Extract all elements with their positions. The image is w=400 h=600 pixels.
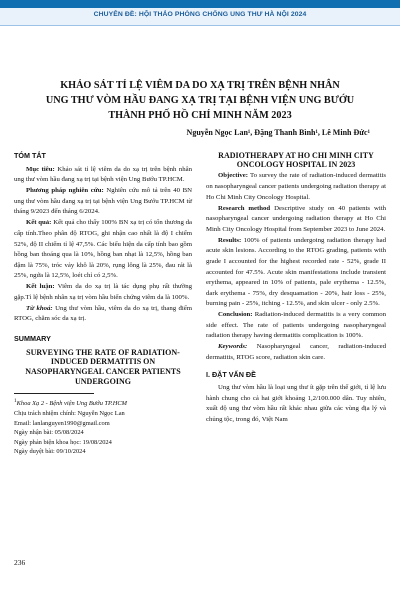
en-results: Results: 100% of patients undergoing radiation therapy had acute skin lesions. According to the RTOG grading, patients with grade I accounted for the highest recorded rate - 52%, grade II accounted for 47.5%. Acute skin manifestations include transient erythema, appeared in 10% of patients, pale erythema - 12.5%, dark erythema - 75%, dry desquamation - 20%, hair loss - 25%, burning pain - 25%, itching - 12.5%, and skin ulcer - only 2.5%. <box>206 236 386 308</box>
footnotes <box>14 397 192 456</box>
right-column <box>206 151 386 426</box>
footnote-reviewed: Ngày phản biện khoa học: 19/08/2024 <box>14 438 112 446</box>
en-method: Research method Descriptive study on 40 patients with nasopharyngeal cancer undergoing radiation therapy at Ho Chi Minh City Oncology Hospital from September 2023 to June 2024. <box>206 204 386 233</box>
footnote-divider <box>14 393 94 394</box>
title-line-1: KHẢO SÁT TỈ LỆ VIÊM DA DO XẠ TRỊ TRÊN BỆNH NHÂN <box>60 80 340 91</box>
article-title <box>30 78 370 124</box>
title-line-2: UNG THƯ VÒM HẦU ĐANG XẠ TRỊ TẠI BỆNH VIỆN UNG BƯỚU <box>45 95 355 107</box>
footnote-corresponding: Chịu trách nhiệm chính: Nguyễn Ngọc Lan <box>14 410 125 418</box>
intro-paragraph: Ung thư vòm hầu là loại ung thư ít gặp trên thế giới, tỉ lệ lưu hành chung cho cả hai giới khoảng 1,2/100.000 dân. Tuy nhiên, xuất độ ung thư vòm hầu rất khác nhau giữa các vùng địa lý và chủng tộc, trong đó, Việt Nam <box>206 384 386 424</box>
title-line-3: THÀNH PHỐ HỒ CHÍ MINH NĂM 2023 <box>108 110 292 122</box>
en-summary-heading: SUMMARY <box>14 334 51 344</box>
intro-heading: I. ĐẶT VẤN ĐỀ <box>206 369 256 379</box>
header-bar <box>0 0 400 8</box>
en-title-continued: RADIOTHERAPY AT HO CHI MINH CITY ONCOLOGY HOSPITAL IN 2023 <box>218 151 374 170</box>
footnote-accepted: Ngày duyệt bài: 09/10/2024 <box>14 448 86 456</box>
footnote-email: Email: lanlanguyen1990@gmail.com <box>14 419 110 427</box>
left-column <box>14 151 192 457</box>
footnote-received: Ngày nhận bài: 05/08/2024 <box>14 429 84 437</box>
vi-method: Phương pháp nghiên cứu: Nghiên cứu mô tả trên 40 BN ung thư vòm hầu đang xạ trị tại bệnh viện Ung Bướu TP.HCM từ tháng 9/2023 đến tháng 6/2024. <box>14 187 192 216</box>
vi-keywords: Từ khoá: Ung thư vòm hầu, viêm da do xạ trị, thang điểm RTOG, chăm sóc da xạ trị. <box>14 304 193 323</box>
author-list: Nguyễn Ngọc Lan¹, Đặng Thanh Bình¹, Lê Minh Đức¹ <box>186 128 370 137</box>
en-objective: Objective: To survey the rate of radiation-induced dermatitis on nasopharyngeal cancer patients undergoing radiation therapy at Ho Chi Minh City Oncology Hospital. <box>206 172 386 201</box>
page-number: 236 <box>14 558 26 567</box>
footnote-affiliation: $^1$Khoa Xạ 2 - Bệnh viện Ung Bướu TP.HCM <box>14 398 127 408</box>
en-keywords: Keywords: Nasopharyngeal cancer, radiation-induced dermatitis, RTOG score, radiation skin care. <box>206 343 386 362</box>
summary-heading: TÓM TẮT <box>14 151 46 160</box>
en-conclusion: Conclusion: Radiation-induced dermatitis is a very common side effect. The rate of patients undergoing nasopharyngeal radiation therapy having dermatitis complication is 100%. <box>206 311 386 340</box>
vi-conclusion: Kết luận: Viêm da do xạ trị là tác dụng phụ rất thường gặp.Tỉ lệ bệnh nhân xạ trị vòm hầu biến chứng viêm da là 100%. <box>14 283 192 301</box>
en-title: SURVEYING THE RATE OF RADIATION-INDUCED DERMATITIS ON NASOPHARYNGEAL CANCER PATIENTS UNDERGOING <box>25 347 181 386</box>
vi-objective: Mục tiêu: Khảo sát tỉ lệ viêm da do xạ trị trên bệnh nhân ung thư vòm hầu đang xạ trị tại bệnh viện Ung Bướu TP.HCM. <box>14 165 192 184</box>
vi-results: Kết quả: Kết quả cho thấy 100% BN xạ trị có tổn thương da cấp tính.Theo phân độ RTOG, ghi nhận cao nhất là độ I chiếm 52%, độ II chiếm tỉ lệ 47,5%. Các biểu hiện da cấp tính bao gồm hồng ban thoáng qua là 10%, hồng ban nhạt là 12,5%, hồng ban đậm là 75%, tróc vảy khô là 20%, rụng lông là 25%, đau rát là 25%, ngứa là 12,5%, loét chỉ có 2,5%. <box>14 219 193 280</box>
journal-header: CHUYÊN ĐỀ: HỘI THẢO PHÒNG CHỐNG UNG THƯ HÀ NỘI 2024 <box>93 11 307 18</box>
